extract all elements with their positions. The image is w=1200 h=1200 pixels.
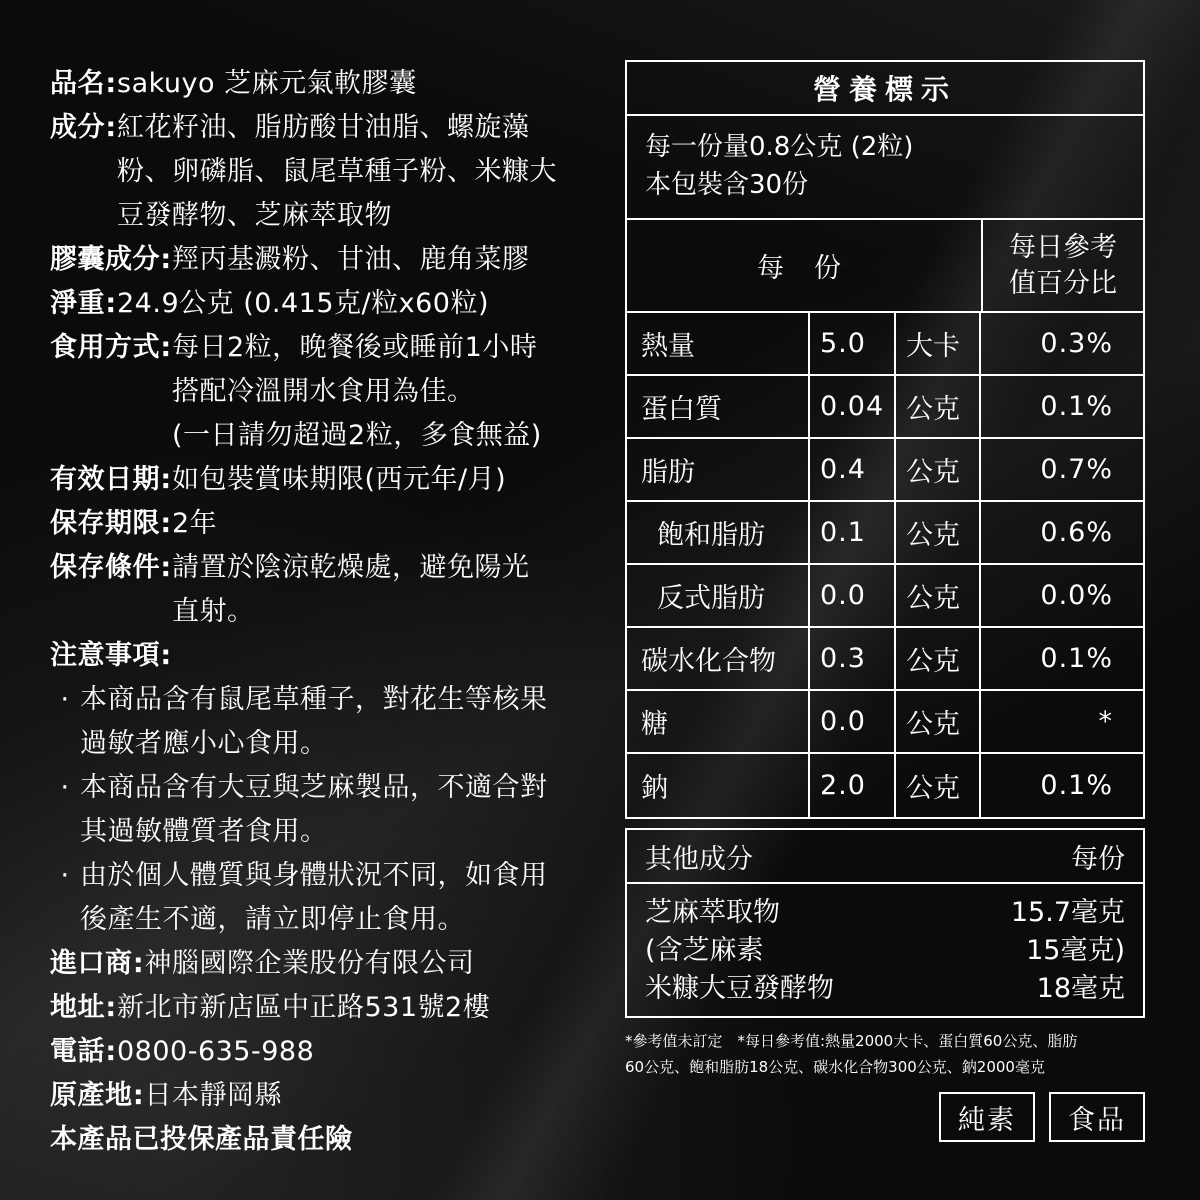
table-row [627,754,1143,817]
table-row [627,565,1143,628]
badges [939,1092,1145,1142]
note-text: 由於個人體質與身體狀況不同，如食用 [80,860,548,891]
per-serving-header: 每份 [757,253,871,284]
label: 有效日期 [50,464,160,495]
table-row [627,313,1143,376]
nutrient-percent: * [1098,706,1113,737]
importer-row: 進口商 : 神腦國際企業股份有限公司 [50,942,610,986]
bullet-dot-icon: · [60,772,70,803]
shelf-life: 2年 [172,508,218,539]
vegan-badge: 純素 [939,1092,1035,1142]
storage-row: 保存條件 : 請置於陰涼乾燥處，避免陽光 直射。 [50,546,610,634]
nutrient-unit: 公克 [896,754,981,817]
address-row: 地址 : 新北市新店區中正路531號2樓 [50,986,610,1030]
ingredient-name: (含芝麻素 [645,935,764,966]
footnote [625,1028,1155,1080]
phone: 0800-635-988 [117,1036,315,1067]
note-item [50,678,610,766]
note-text: 其過敏體質者食用。 [80,816,328,847]
ingredient-amount: 15毫克) [1026,935,1125,966]
note-item [50,854,610,942]
product-name: sakuyo 芝麻元氣軟膠囊 [117,68,417,99]
nutrient-value: 0.0 [810,565,896,626]
origin-row: 原產地 : 日本靜岡縣 [50,1074,610,1118]
nutrition-header [627,220,1143,313]
nutrition-table [625,60,1145,819]
note-text: 本商品含有鼠尾草種子，對花生等核果 [80,684,548,715]
nutrient-value: 5.0 [810,313,896,374]
header-text: 每日參考 [1009,231,1117,263]
expiry-row: 有效日期 : 如包裝賞味期限(西元年/月) [50,458,610,502]
ingredient-amount: 18毫克 [1036,973,1125,1004]
product-info [50,62,610,1162]
nutrient-name: 蛋白質 [627,376,810,437]
nutrient-percent: 0.6% [1040,517,1113,548]
nutrition-rows [627,313,1143,817]
bullet-dot-icon: · [60,684,70,715]
other-ingredients-header [627,830,1143,884]
address: 新北市新店區中正路531號2樓 [117,992,491,1023]
nutrient-percent: 0.0% [1040,580,1113,611]
ingredient-name: 米糠大豆發酵物 [645,973,834,1004]
other-ingredients-title: 其他成分 [645,843,753,875]
daily-reference-header [981,220,1143,311]
insurance-statement: 本產品已投保產品責任險 [50,1124,353,1155]
usage-line: 每日2粒，晚餐後或睡前1小時 [172,332,538,363]
nutrient-percent: 0.7% [1040,454,1113,485]
bullet-dot-icon: · [60,860,70,891]
table-row [627,691,1143,754]
origin: 日本靜岡縣 [144,1080,282,1111]
label: 淨重 [50,288,105,319]
shelf-life-row: 保存期限 : 2年 [50,502,610,546]
label: 原產地 [50,1080,133,1111]
label: 地址 [50,992,105,1023]
table-row [627,502,1143,565]
nutrient-name: 糖 [627,691,810,752]
ingredients-line: 粉、卵磷脂、鼠尾草種子粉、米糠大 [117,156,557,187]
nutrient-percent: 0.1% [1040,391,1113,422]
nutrient-value: 0.3 [810,628,896,689]
nutrient-unit: 公克 [896,691,981,752]
nutrient-unit: 公克 [896,628,981,689]
note-item [50,766,610,854]
serving-size: 每一份量0.8公克 (2粒) [645,132,914,162]
nutrient-name: 鈉 [627,754,810,817]
label: 注意事項 [50,640,160,671]
nutrient-unit: 公克 [896,502,981,563]
nutrient-value: 0.4 [810,439,896,500]
nutrient-unit: 公克 [896,565,981,626]
note-text: 後產生不適，請立即停止食用。 [80,904,465,935]
label: 保存條件 [50,552,160,583]
nutrient-name: 碳水化合物 [627,628,810,689]
nutrient-name: 熱量 [627,313,810,374]
table-row [645,970,1125,1008]
label: 進口商 [50,948,133,979]
header-text: 值百分比 [1009,267,1117,299]
nutrient-value: 2.0 [810,754,896,817]
nutrition-title: 營養標示 [627,62,1143,116]
ingredient-amount: 15.7毫克 [1010,897,1125,928]
note-text: 本商品含有大豆與芝麻製品，不適合對 [80,772,548,803]
table-row [627,439,1143,502]
note-text: 過敏者應小心食用。 [80,728,328,759]
nutrient-value: 0.0 [810,691,896,752]
expiry-date: 如包裝賞味期限(西元年/月) [172,464,507,495]
importer: 神腦國際企業股份有限公司 [144,948,475,979]
usage-line: 搭配冷溫開水食用為佳。 [172,376,475,407]
phone-row: 電話 : 0800-635-988 [50,1030,610,1074]
capsule-row: 膠囊成分 : 羥丙基澱粉、甘油、鹿角菜膠 [50,238,610,282]
table-row [627,628,1143,691]
nutrient-value: 0.1 [810,502,896,563]
table-row [645,894,1125,932]
table-row [645,932,1125,970]
nutrient-percent: 0.1% [1040,643,1113,674]
storage-line: 請置於陰涼乾燥處，避免陽光 [172,552,530,583]
ingredients-row: 成分 : 紅花籽油、脂肪酸甘油脂、螺旋藻 粉、卵磷脂、鼠尾草種子粉、米糠大 豆發酵物、芝麻萃取物 [50,106,610,238]
ingredients-line: 紅花籽油、脂肪酸甘油脂、螺旋藻 [117,112,530,143]
nutrient-unit: 大卡 [896,313,981,374]
nutrient-name: 脂肪 [627,439,810,500]
label: 電話 [50,1036,105,1067]
nutrient-unit: 公克 [896,439,981,500]
nutrient-name: 飽和脂肪 [627,502,810,563]
other-ingredients-body [627,884,1143,1018]
storage-line: 直射。 [172,596,255,627]
nutrient-name: 反式脂肪 [627,565,810,626]
label: 食用方式 [50,332,160,363]
label: 品名 [50,68,105,99]
nutrient-unit: 公克 [896,376,981,437]
usage-row: 食用方式 : 每日2粒，晚餐後或睡前1小時 搭配冷溫開水食用為佳。 (一日請勿超過2粒，多食無益) [50,326,610,458]
net-weight: 24.9公克 (0.415克/粒x60粒) [117,288,489,319]
nutrient-percent: 0.3% [1040,328,1113,359]
footnote-line: 60公克、飽和脂肪18公克、碳水化合物300公克、鈉2000毫克 [625,1058,1045,1076]
servings-per-package: 本包裝含30份 [645,170,809,200]
ingredient-name: 芝麻萃取物 [645,897,780,928]
weight-row: 淨重 : 24.9公克 (0.415克/粒x60粒) [50,282,610,326]
usage-line: (一日請勿超過2粒，多食無益) [172,420,542,451]
table-row [627,376,1143,439]
nutrient-percent: 0.1% [1040,770,1113,801]
product-name-row: 品名 : sakuyo 芝麻元氣軟膠囊 [50,62,610,106]
label: 膠囊成分 [50,244,160,275]
footnote-line: *參考值未訂定 *每日參考值:熱量2000大卡、蛋白質60公克、脂肪 [625,1032,1078,1050]
capsule-ingredients: 羥丙基澱粉、甘油、鹿角菜膠 [172,244,530,275]
nutrient-value: 0.04 [810,376,896,437]
label: 保存期限 [50,508,160,539]
per-serving-label: 每份 [1071,843,1125,875]
other-ingredients-table [625,828,1145,1018]
label: 成分 [50,112,105,143]
serving-info [627,116,1143,220]
food-badge: 食品 [1049,1092,1145,1142]
ingredients-line: 豆發酵物、芝麻萃取物 [117,200,392,231]
notes-heading-row: 注意事項 : [50,634,610,678]
